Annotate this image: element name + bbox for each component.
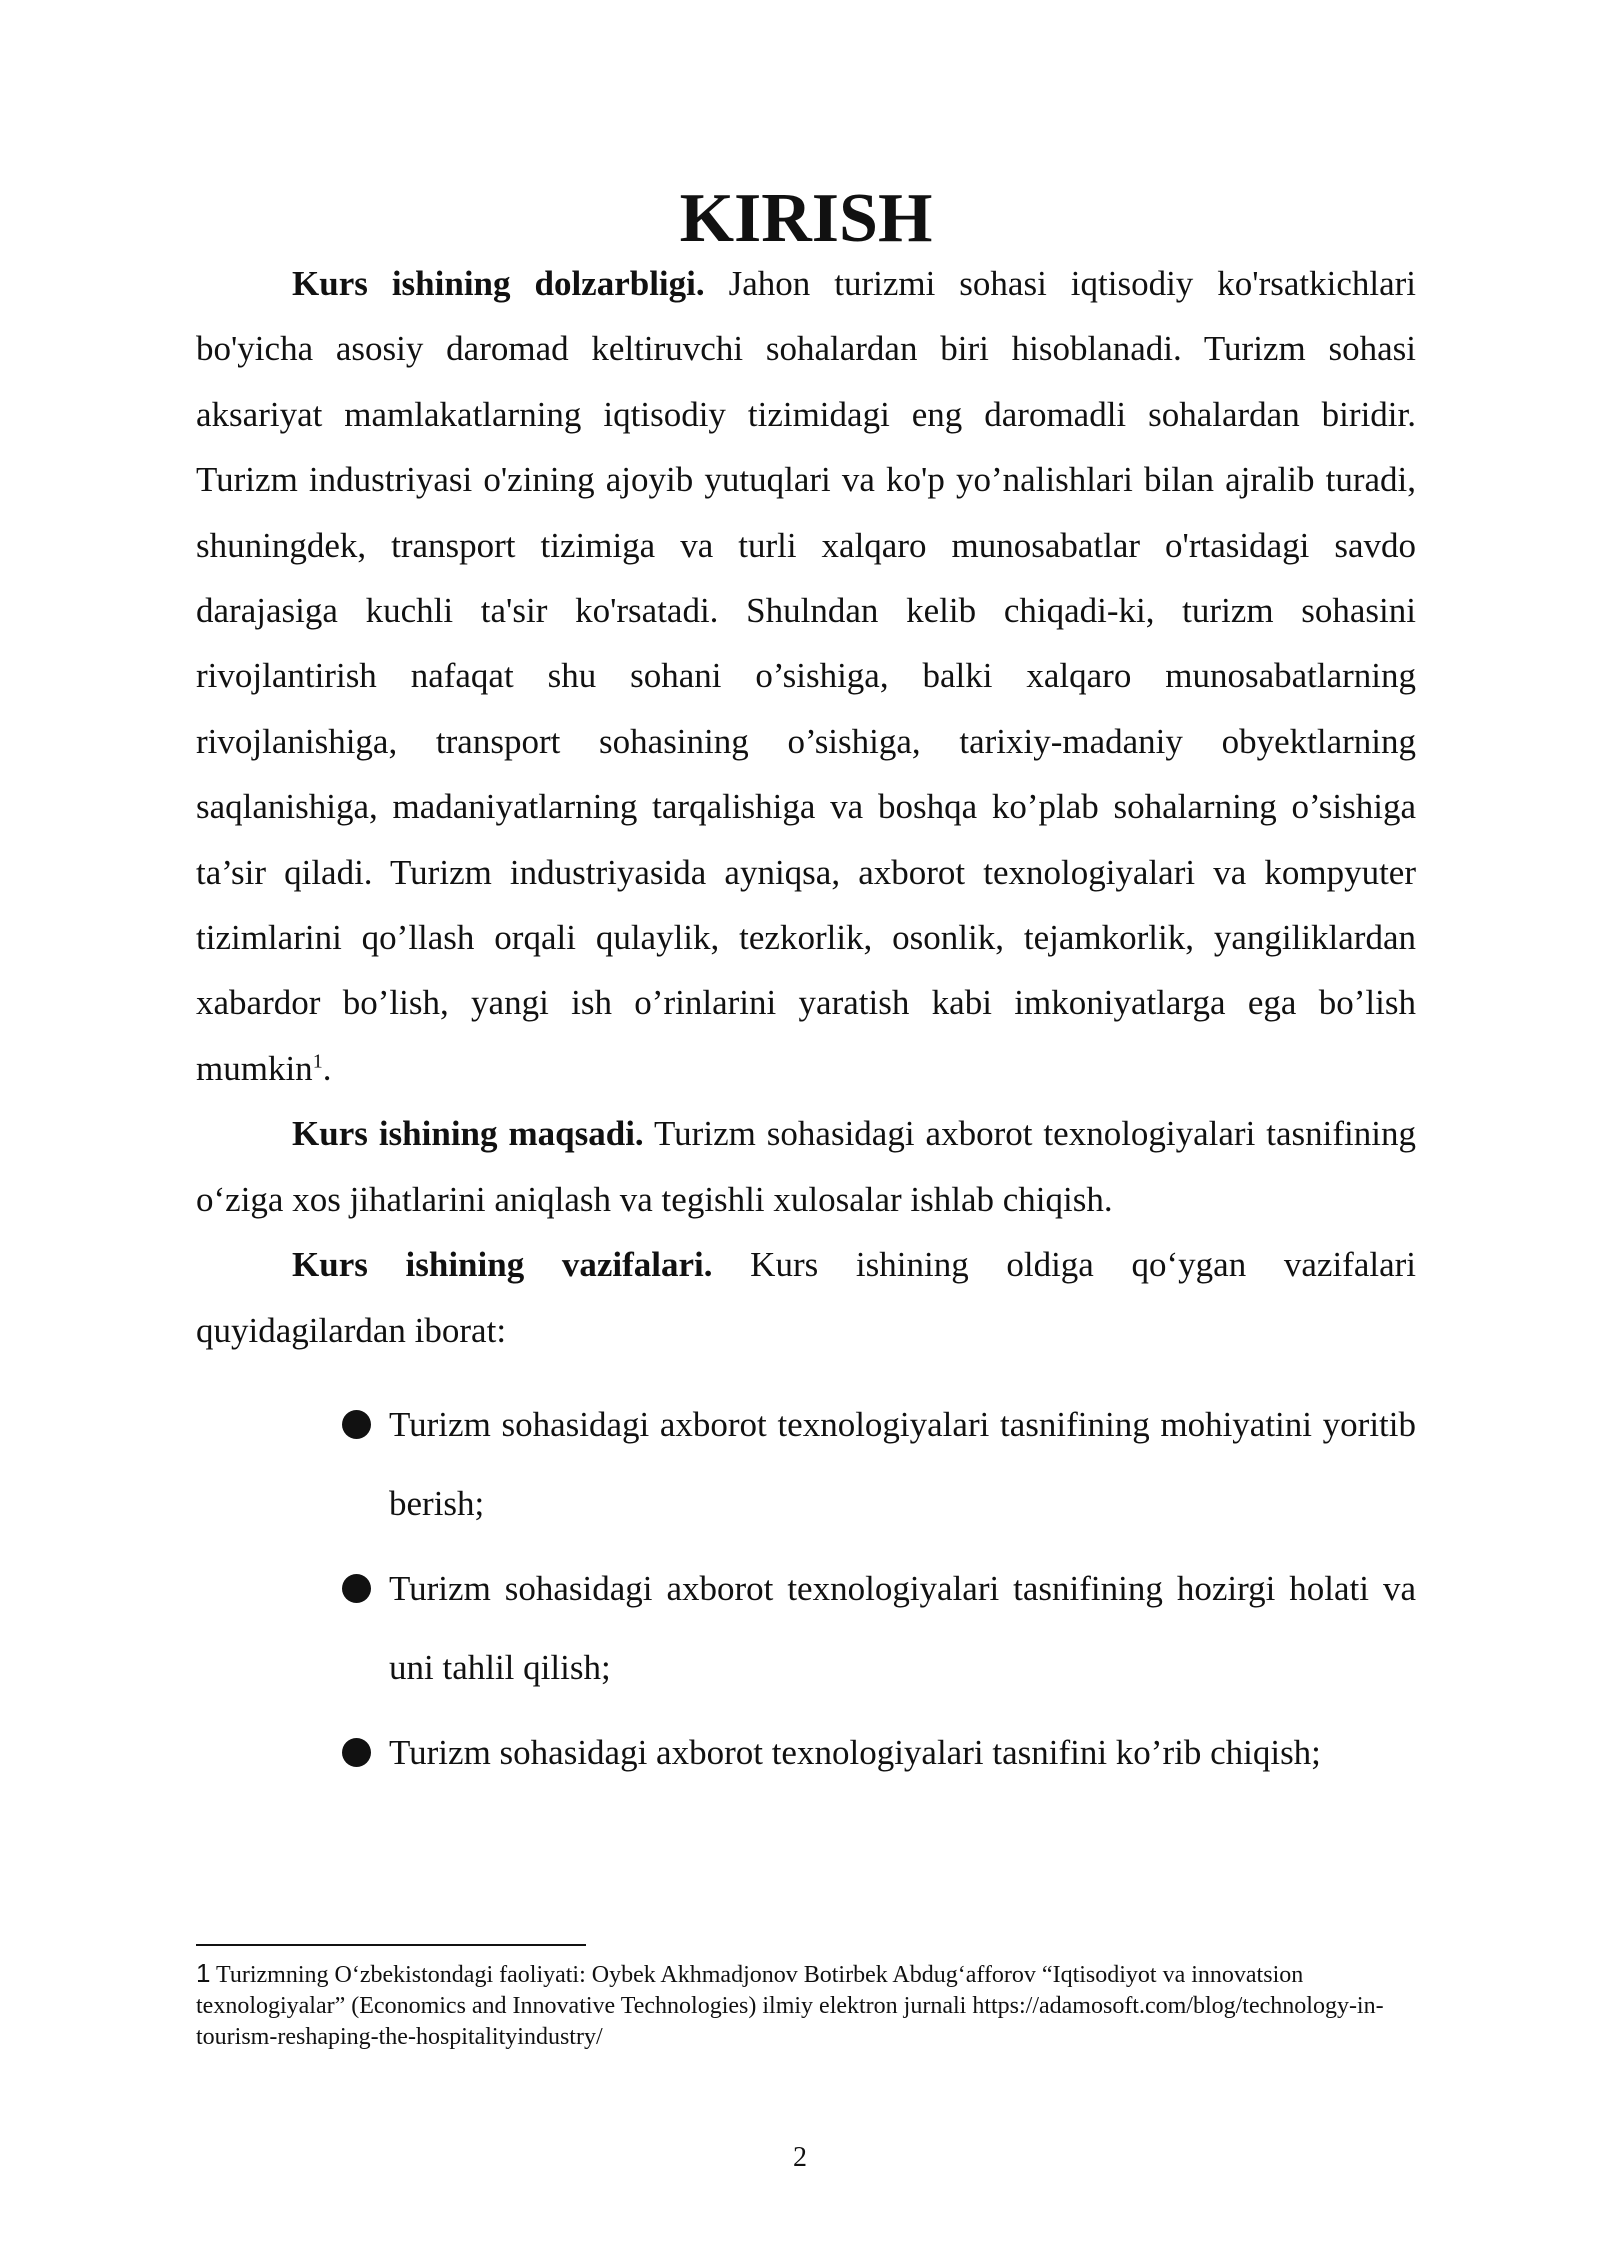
paragraph-text: Kurs ishining oldiga qo‘ygan vazifalari quyidagilardan iborat: xyxy=(196,1245,1416,1350)
section-heading: KIRISH xyxy=(679,180,933,257)
list-item-text: Turizm sohasidagi axborot texnologiyalari tasnifini ko’rib chiqish; xyxy=(389,1732,1321,1772)
paragraph-text: Turizm sohasidagi axborot texnologiyalari tasnifining o‘ziga xos jihatlarini aniqlash va tegishli xulosalar ishlab chiqish. xyxy=(196,1114,1417,1219)
bullet-icon xyxy=(342,1410,371,1439)
page-number: 2 xyxy=(793,2142,807,2173)
paragraph-lead: Kurs ishining vazifalari. xyxy=(292,1245,713,1285)
paragraph-text: Jahon turizmi sohasi iqtisodiy ko'rsatkichlari bo'yicha asosiy daromad keltiruvchi sohalardan biri hisoblanadi. Turizm sohasi aksariyat mamlakatlarning iqtisodiy tizimidagi eng daromadli sohalardan biridir. Turizm industriyasi o'zining ajoyib yutuqlari va ko'p yo’nalishlari bilan ajralib turadi, shuningdek, transport tizimiga va turli xalqaro munosabatlar o'rtasidagi savdo darajasiga kuchli ta'sir ko'rsatadi. Shulndan kelib chiqadi-ki, turizm sohasini rivojlantirish nafaqat shu sohani o’sishiga, balki xalqaro munosabatlarning rivojlanishiga, transport sohasining o’sishiga, tarixiy-madaniy obyektlarning saqlanishiga, madaniyatlarning tarqalishiga va boshqa ko’plab sohalarning o’sishiga ta’sir qiladi. Turizm industriyasida ayniqsa, axborot texnologiyalari va kompyuter tizimlarini qo’llash orqali qulaylik, tezkorlik, osonlik, tejamkorlik, yangiliklardan xabardor bo’lish, yangi ish o’rinlarini yaratish kabi imkoniyatlarga ega bo’lish mumkin xyxy=(196,264,1417,1088)
paragraph-relevance xyxy=(196,251,1416,1101)
list-item-text: Turizm sohasidagi axborot texnologiyalari tasnifining hozirgi holati va uni tahlil qilish; xyxy=(389,1568,1416,1687)
paragraph-end: . xyxy=(322,1048,332,1088)
bullet-icon xyxy=(342,1738,371,1767)
list-item-text: Turizm sohasidagi axborot texnologiyalari tasnifining mohiyatini yoritib berish; xyxy=(389,1404,1416,1523)
footnote-reference[interactable]: 1 xyxy=(312,1050,323,1073)
paragraph-tasks xyxy=(196,1232,1416,1363)
paragraph-goal xyxy=(196,1101,1416,1232)
paragraph-lead: Kurs ishining dolzarbligi. xyxy=(292,264,705,303)
page-body xyxy=(196,180,1417,1798)
footnote-number: 1 xyxy=(196,1958,211,1988)
list-item xyxy=(196,1549,1416,1707)
bullet-icon xyxy=(342,1574,371,1603)
footnote xyxy=(196,1958,1416,2053)
list-item xyxy=(196,1385,1416,1543)
footnote-text: Turizmning O‘zbekistondagi faoliyati: Oybek Akhmadjonov Botirbek Abdug‘afforov “Iqtisodiyot va innovatsion texnologiyalar” (Economics and Innovative Technologies) ilmiy elektron jurnali https://adamosoft.com/blog/technology-in-tourism-reshaping-the-hospitalityindustry/ xyxy=(196,1962,1384,2050)
list-item xyxy=(196,1713,1416,1792)
footnote-separator xyxy=(196,1944,586,1946)
paragraph-lead: Kurs ishining maqsadi. xyxy=(292,1114,644,1154)
task-list xyxy=(196,1385,1416,1792)
